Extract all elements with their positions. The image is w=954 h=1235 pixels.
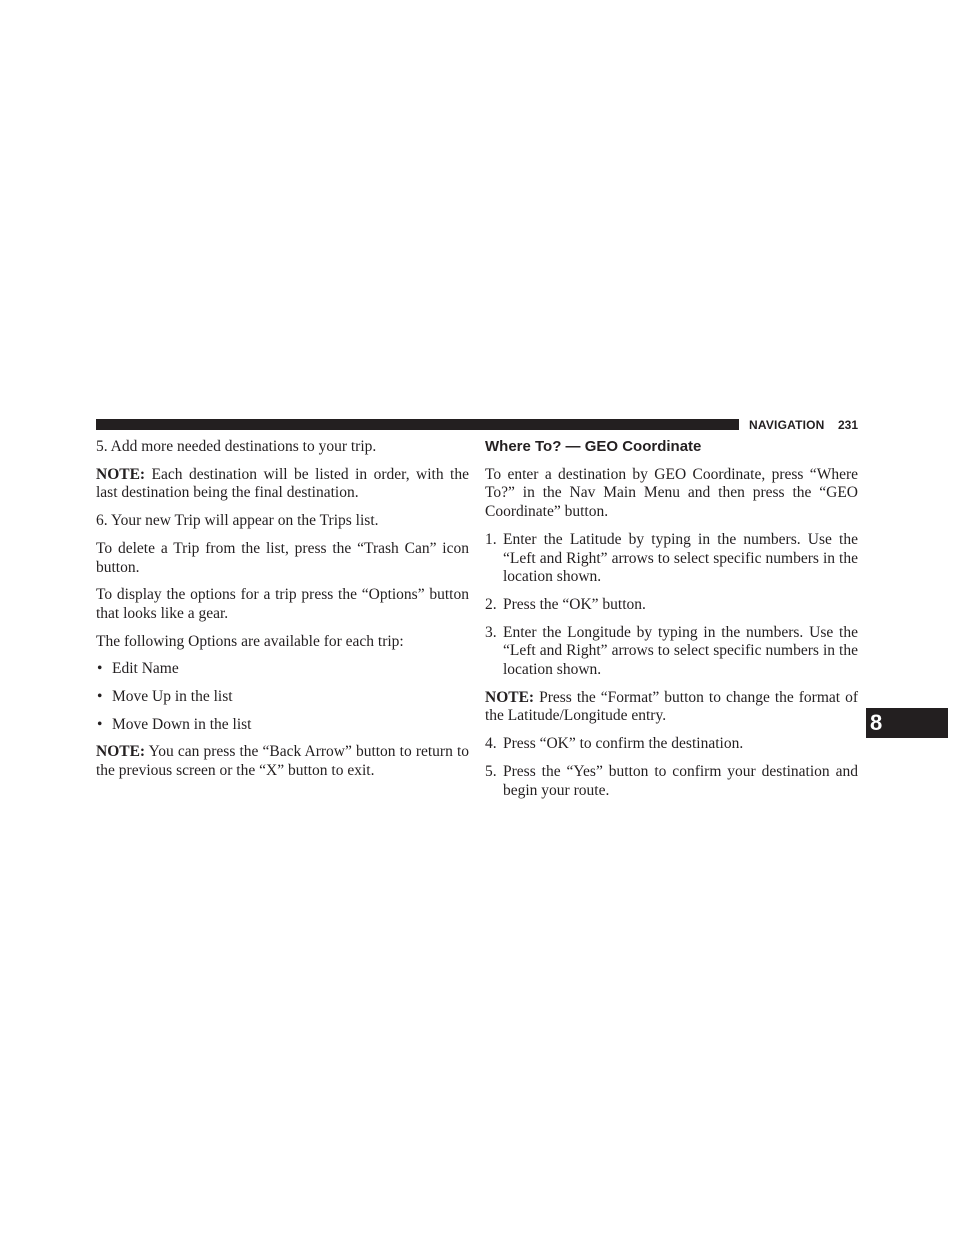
step-4-confirm: [485, 735, 858, 754]
step-6-trip-list: [96, 512, 469, 531]
bullet-text: Move Down in the list: [112, 715, 252, 733]
step-text: Add more needed destinations to your trip.: [110, 438, 377, 455]
running-header-section: NAVIGATION: [749, 418, 825, 432]
step-number: 3.: [485, 623, 497, 641]
bullet-item: [96, 660, 469, 679]
right-column: [485, 438, 858, 809]
step-5-begin-route: [485, 763, 858, 800]
bullet-item: [96, 716, 469, 735]
step-text: Your new Trip will appear on the Trips list.: [110, 512, 379, 530]
note-label: NOTE:: [96, 465, 146, 483]
step-number: 6.: [96, 512, 108, 530]
bullet-mark: •: [97, 715, 103, 733]
step-number: 5.: [96, 438, 108, 455]
step-text: Press “OK” to confirm the destination.: [503, 735, 744, 753]
step-text: Enter the Latitude by typing in the numbers. Use the “Left and Right” arrows to select specific numbers in the location shown.: [503, 530, 858, 586]
section-heading-geo-coordinate: Where To? — GEO Coordinate: [485, 438, 702, 455]
header-rule: [96, 419, 739, 430]
note-label: NOTE:: [96, 743, 146, 761]
page-number: 231: [837, 418, 858, 432]
bullet-text: Move Up in the list: [112, 688, 233, 706]
step-1-latitude: [485, 531, 858, 587]
paragraph-geo-intro: To enter a destination by GEO Coordinate, press “Where To?” in the Nav Main Menu and then press the “GEO Coordinate” button.: [485, 465, 858, 521]
step-2-ok: [485, 596, 858, 615]
step-text: Press the “Yes” button to confirm your destination and begin your route.: [503, 762, 858, 799]
bullet-text: Edit Name: [112, 660, 179, 678]
left-column: [96, 438, 469, 790]
step-number: 4.: [485, 735, 497, 753]
chapter-number: 8: [870, 710, 883, 735]
step-3-longitude: [485, 624, 858, 680]
bullet-item: [96, 688, 469, 707]
step-number: 1.: [485, 530, 497, 548]
paragraph-delete-trip: To delete a Trip from the list, press the “Trash Can” icon button.: [96, 539, 469, 576]
note-format: [485, 689, 858, 726]
chapter-tab: [866, 708, 948, 738]
step-5-add-destinations: [96, 438, 469, 457]
note-back-arrow: [96, 743, 469, 780]
bullet-mark: •: [97, 688, 103, 706]
paragraph-trip-options: To display the options for a trip press the “Options” button that looks like a gear.: [96, 586, 469, 622]
step-number: 2.: [485, 595, 497, 613]
bullet-mark: •: [97, 660, 103, 678]
note-text: Press the “Format” button to change the format of the Latitude/Longitude entry.: [485, 688, 858, 725]
note-text: You can press the “Back Arrow” button to return to the previous screen or the “X” button to exit.: [96, 743, 470, 780]
paragraph-options-available: The following Options are available for each trip:: [96, 632, 404, 650]
note-label: NOTE:: [485, 688, 535, 706]
note-destination-order: [96, 466, 469, 503]
note-text: Each destination will be listed in order, with the last destination being the final destination.: [96, 465, 469, 502]
step-text: Press the “OK” button.: [503, 595, 646, 613]
step-text: Enter the Longitude by typing in the numbers. Use the “Left and Right” arrows to select specific numbers in the location shown.: [503, 623, 858, 679]
step-number: 5.: [485, 762, 497, 780]
